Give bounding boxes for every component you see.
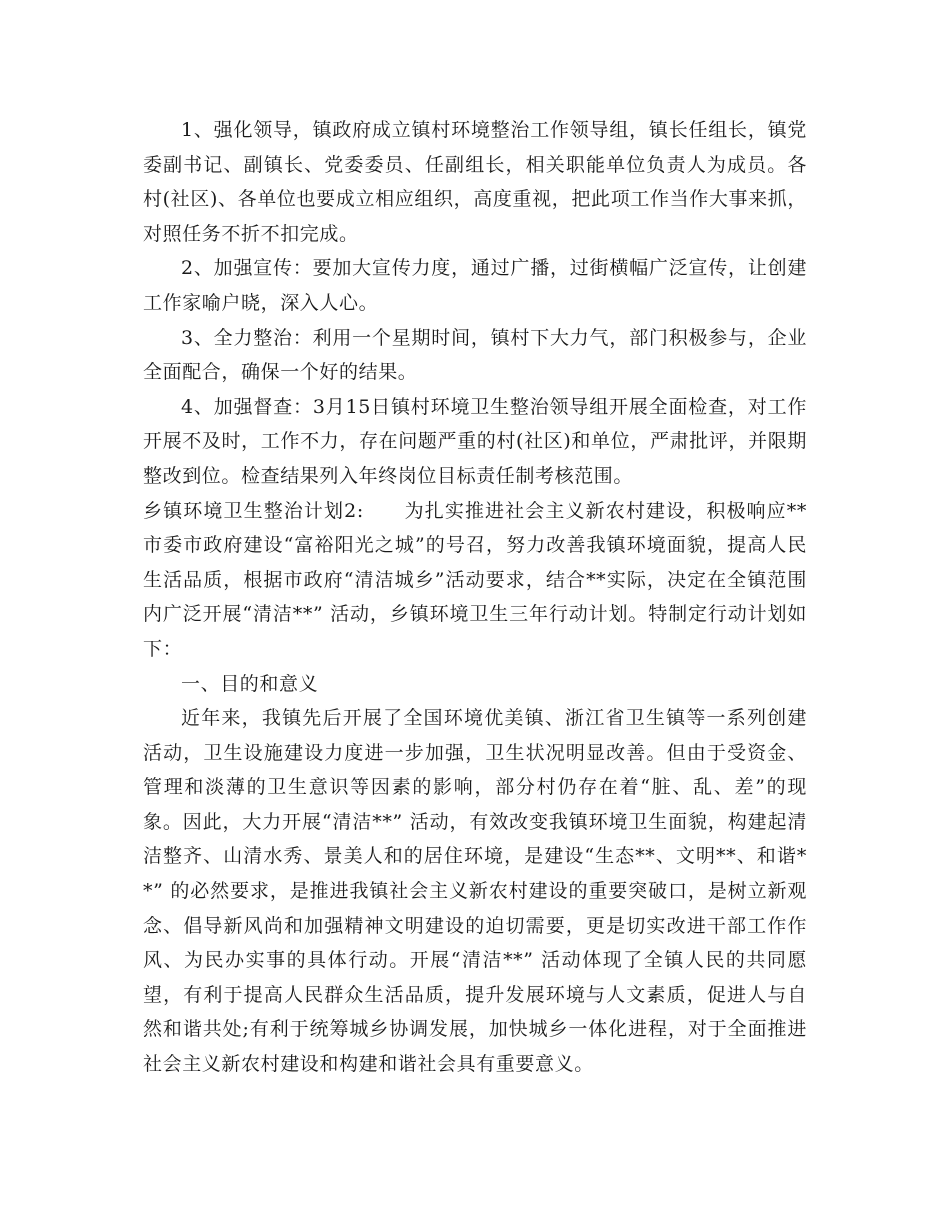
paragraph-rectification: 3、全力整治：利用一个星期时间，镇村下大力气，部门积极参与，企业全面配合，确保一个好的结果。 bbox=[143, 326, 807, 384]
paragraph-purpose-body: 近年来，我镇先后开展了全国环境优美镇、浙江省卫生镇等一系列创建活动，卫生设施建设力度进一步加强，卫生状况明显改善。但由于受资金、管理和淡薄的卫生意识等因素的影响，部分村仍存在着“脏、乱、差”的现象。因此，大力开展“清洁**” 活动，有效改变我镇环境卫生面貌，构建起清洁整齐、山清水秀、景美人和的居住环境，是建设“生态**、文明**、和谐**” 的必然要求，是推进我镇社会主义新农村建设的重要突破口，是树立新观念、倡导新风尚和加强精神文明建设的迫切需要，更是切实改进干部工作作风、为民办实事的具体行动。开展“清洁**” 活动体现了全镇人民的共同愿望，有利于提高人民群众生活品质，提升发展环境与人文素质，促进人与自然和谐共处;有利于统筹城乡协调发展，加快城乡一体化进程，对于全面推进社会主义新农村建设和构建和谐社会具有重要意义。 bbox=[143, 707, 807, 1076]
section-heading-purpose: 一、目的和意义 bbox=[181, 672, 319, 695]
paragraph-leadership: 1、强化领导，镇政府成立镇村环境整治工作领导组，镇长任组长，镇党委副书记、副镇长、党委委员、任副组长，相关职能单位负责人为成员。各村(社区)、各单位也要成立相应组织，高度重视，把此项工作当作大事来抓，对照任务不折不扣完成。 bbox=[143, 119, 807, 245]
paragraph-publicity: 2、加强宣传：要加大宣传力度，通过广播，过街横幅广泛宣传，让创建工作家喻户晓，深入人心。 bbox=[143, 257, 807, 314]
paragraph-plan-2-intro: 乡镇环境卫生整治计划2: 为扎实推进社会主义新农村建设，积极响应**市委市政府建设“富裕阳光之城”的号召，努力改善我镇环境面貌，提高人民生活品质，根据市政府“清洁城乡”活动要求，结合**实际，决定在全镇范围内广泛开展“清洁**” 活动，乡镇环境卫生三年行动计划。特制定行动计划如下： bbox=[143, 499, 807, 660]
paragraph-inspection: 4、加强督查：3月15日镇村环境卫生整治领导组开展全面检查，对工作开展不及时，工作不力，存在问题严重的村(社区)和单位，严肃批评，并限期整改到位。检查结果列入年终岗位目标责任制考核范围。 bbox=[143, 395, 807, 487]
document-body bbox=[143, 113, 807, 1082]
